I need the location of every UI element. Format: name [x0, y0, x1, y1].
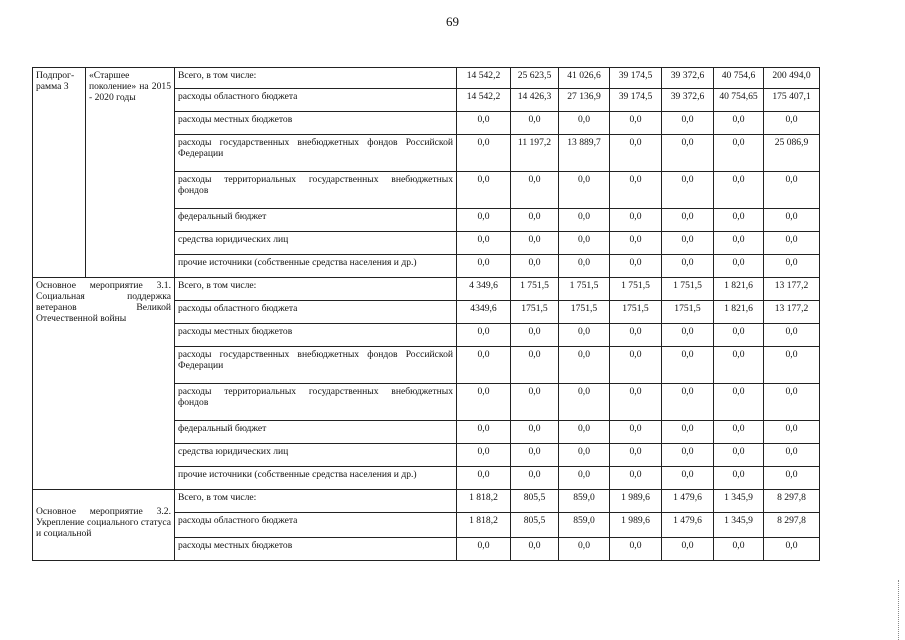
program-code: Подпрог-рамма 3 — [33, 68, 86, 278]
row-label: федеральный бюджет — [175, 209, 457, 232]
value-cell: 0,0 — [457, 384, 511, 421]
value-cell: 859,0 — [559, 513, 610, 538]
value-cell: 0,0 — [662, 444, 714, 467]
value-cell: 1 821,6 — [714, 301, 764, 324]
value-cell: 0,0 — [714, 538, 764, 561]
value-cell: 0,0 — [764, 384, 820, 421]
value-cell: 0,0 — [610, 232, 662, 255]
value-cell: 0,0 — [559, 444, 610, 467]
value-cell: 805,5 — [511, 490, 559, 513]
value-cell: 0,0 — [559, 421, 610, 444]
value-cell: 0,0 — [457, 232, 511, 255]
value-cell: 0,0 — [511, 421, 559, 444]
value-cell: 0,0 — [764, 444, 820, 467]
value-cell: 0,0 — [714, 421, 764, 444]
value-cell: 0,0 — [559, 232, 610, 255]
value-cell: 0,0 — [511, 324, 559, 347]
value-cell: 0,0 — [511, 209, 559, 232]
value-cell: 0,0 — [662, 255, 714, 278]
value-cell: 1 989,6 — [610, 513, 662, 538]
value-cell: 27 136,9 — [559, 89, 610, 112]
value-cell: 0,0 — [610, 255, 662, 278]
value-cell: 0,0 — [714, 347, 764, 384]
value-cell: 0,0 — [662, 347, 714, 384]
value-cell: 0,0 — [662, 209, 714, 232]
value-cell: 0,0 — [559, 209, 610, 232]
row-label: средства юридических лиц — [175, 444, 457, 467]
value-cell: 0,0 — [764, 255, 820, 278]
row-label: расходы государственных внебюджетных фондов Российской Федерации — [175, 347, 457, 384]
value-cell: 13 177,2 — [764, 278, 820, 301]
event-3-2-text: Основное мероприятие 3.2. Укрепление социального статуса и социальной — [36, 506, 171, 539]
value-cell: 1 751,5 — [662, 278, 714, 301]
value-cell: 1751,5 — [559, 301, 610, 324]
value-cell: 200 494,0 — [764, 68, 820, 89]
value-cell: 0,0 — [714, 444, 764, 467]
value-cell: 0,0 — [610, 209, 662, 232]
value-cell: 1 751,5 — [559, 278, 610, 301]
value-cell: 1 751,5 — [610, 278, 662, 301]
value-cell: 0,0 — [457, 112, 511, 135]
value-cell: 25 086,9 — [764, 135, 820, 172]
event-3-1-name: Основное мероприятие 3.1. Социальная поддержка ветеранов Великой Отечественной войны — [33, 278, 175, 490]
value-cell: 0,0 — [457, 324, 511, 347]
value-cell: 0,0 — [662, 538, 714, 561]
value-cell: 0,0 — [559, 538, 610, 561]
value-cell: 0,0 — [511, 384, 559, 421]
value-cell: 1 479,6 — [662, 490, 714, 513]
value-cell: 4 349,6 — [457, 278, 511, 301]
value-cell: 0,0 — [610, 172, 662, 209]
row-label: расходы областного бюджета — [175, 513, 457, 538]
value-cell: 0,0 — [559, 347, 610, 384]
value-cell: 805,5 — [511, 513, 559, 538]
value-cell: 8 297,8 — [764, 490, 820, 513]
value-cell: 0,0 — [662, 467, 714, 490]
value-cell: 0,0 — [511, 444, 559, 467]
event-3-2-name — [33, 490, 175, 561]
row-label: Всего, в том числе: — [175, 490, 457, 513]
value-cell: 1 751,5 — [511, 278, 559, 301]
row-label: Всего, в том числе: — [175, 68, 457, 89]
row-label: федеральный бюджет — [175, 421, 457, 444]
value-cell: 1 479,6 — [662, 513, 714, 538]
value-cell: 0,0 — [610, 467, 662, 490]
value-cell: 0,0 — [457, 444, 511, 467]
value-cell: 0,0 — [457, 347, 511, 384]
value-cell: 0,0 — [511, 538, 559, 561]
value-cell: 0,0 — [610, 384, 662, 421]
budget-table — [32, 67, 820, 561]
value-cell: 1751,5 — [662, 301, 714, 324]
table-row — [33, 278, 820, 301]
value-cell: 0,0 — [511, 255, 559, 278]
value-cell: 8 297,8 — [764, 513, 820, 538]
value-cell: 0,0 — [610, 444, 662, 467]
row-label: расходы местных бюджетов — [175, 112, 457, 135]
value-cell: 0,0 — [559, 112, 610, 135]
value-cell: 0,0 — [714, 384, 764, 421]
table-row — [33, 490, 820, 513]
row-label: расходы местных бюджетов — [175, 538, 457, 561]
value-cell: 0,0 — [559, 324, 610, 347]
value-cell: 0,0 — [714, 209, 764, 232]
value-cell: 0,0 — [662, 421, 714, 444]
value-cell: 39 174,5 — [610, 89, 662, 112]
value-cell: 0,0 — [511, 467, 559, 490]
row-label: прочие источники (собственные средства населения и др.) — [175, 467, 457, 490]
row-label: средства юридических лиц — [175, 232, 457, 255]
value-cell: 0,0 — [610, 112, 662, 135]
value-cell: 1 818,2 — [457, 490, 511, 513]
value-cell: 0,0 — [559, 255, 610, 278]
row-label: Всего, в том числе: — [175, 278, 457, 301]
page-number: 69 — [446, 14, 459, 29]
row-label: расходы местных бюджетов — [175, 324, 457, 347]
value-cell: 0,0 — [662, 135, 714, 172]
value-cell: 0,0 — [662, 384, 714, 421]
value-cell: 0,0 — [764, 209, 820, 232]
row-label: прочие источники (собственные средства населения и др.) — [175, 255, 457, 278]
value-cell: 1 345,9 — [714, 513, 764, 538]
value-cell: 0,0 — [714, 324, 764, 347]
value-cell: 0,0 — [610, 135, 662, 172]
value-cell: 1751,5 — [610, 301, 662, 324]
value-cell: 0,0 — [457, 467, 511, 490]
value-cell: 0,0 — [764, 112, 820, 135]
value-cell: 11 197,2 — [511, 135, 559, 172]
value-cell: 0,0 — [610, 324, 662, 347]
value-cell: 0,0 — [457, 209, 511, 232]
value-cell: 39 372,6 — [662, 68, 714, 89]
row-label: расходы территориальных государственных внебюджетных фондов — [175, 384, 457, 421]
budget-table-body — [33, 68, 820, 561]
value-cell: 859,0 — [559, 490, 610, 513]
value-cell: 0,0 — [457, 135, 511, 172]
cell-spacer — [36, 492, 171, 506]
value-cell: 0,0 — [457, 538, 511, 561]
value-cell: 0,0 — [662, 112, 714, 135]
value-cell: 39 174,5 — [610, 68, 662, 89]
value-cell: 14 426,3 — [511, 89, 559, 112]
value-cell: 0,0 — [662, 172, 714, 209]
value-cell: 14 542,2 — [457, 68, 511, 89]
row-label: расходы областного бюджета — [175, 301, 457, 324]
value-cell: 0,0 — [559, 172, 610, 209]
value-cell: 0,0 — [764, 538, 820, 561]
value-cell: 0,0 — [457, 255, 511, 278]
value-cell: 0,0 — [764, 232, 820, 255]
value-cell: 25 623,5 — [511, 68, 559, 89]
value-cell: 0,0 — [457, 421, 511, 444]
value-cell: 40 754,65 — [714, 89, 764, 112]
value-cell: 0,0 — [714, 232, 764, 255]
value-cell: 0,0 — [610, 538, 662, 561]
value-cell: 0,0 — [511, 232, 559, 255]
value-cell: 39 372,6 — [662, 89, 714, 112]
value-cell: 0,0 — [764, 467, 820, 490]
value-cell: 0,0 — [714, 135, 764, 172]
value-cell: 0,0 — [764, 324, 820, 347]
value-cell: 40 754,6 — [714, 68, 764, 89]
value-cell: 0,0 — [610, 421, 662, 444]
value-cell: 0,0 — [714, 172, 764, 209]
program-name: «Старшее поколение» на 2015 - 2020 годы — [86, 68, 175, 278]
value-cell: 0,0 — [714, 112, 764, 135]
value-cell: 175 407,1 — [764, 89, 820, 112]
value-cell: 0,0 — [764, 421, 820, 444]
value-cell: 1 989,6 — [610, 490, 662, 513]
value-cell: 1 818,2 — [457, 513, 511, 538]
value-cell: 0,0 — [511, 347, 559, 384]
value-cell: 41 026,6 — [559, 68, 610, 89]
row-label: расходы областного бюджета — [175, 89, 457, 112]
value-cell: 0,0 — [511, 112, 559, 135]
value-cell: 0,0 — [764, 172, 820, 209]
value-cell: 0,0 — [662, 324, 714, 347]
value-cell: 1 821,6 — [714, 278, 764, 301]
row-label: расходы территориальных государственных внебюджетных фондов — [175, 172, 457, 209]
value-cell: 0,0 — [764, 347, 820, 384]
value-cell: 0,0 — [559, 384, 610, 421]
value-cell: 13 177,2 — [764, 301, 820, 324]
row-label: расходы государственных внебюджетных фондов Российской Федерации — [175, 135, 457, 172]
value-cell: 1 345,9 — [714, 490, 764, 513]
value-cell: 0,0 — [457, 172, 511, 209]
value-cell: 4349,6 — [457, 301, 511, 324]
value-cell: 0,0 — [662, 232, 714, 255]
value-cell: 0,0 — [511, 172, 559, 209]
value-cell: 14 542,2 — [457, 89, 511, 112]
scan-edge-mark — [898, 580, 905, 640]
value-cell: 0,0 — [610, 347, 662, 384]
value-cell: 1751,5 — [511, 301, 559, 324]
value-cell: 0,0 — [714, 467, 764, 490]
table-row — [33, 68, 820, 89]
value-cell: 0,0 — [714, 255, 764, 278]
value-cell: 13 889,7 — [559, 135, 610, 172]
value-cell: 0,0 — [559, 467, 610, 490]
